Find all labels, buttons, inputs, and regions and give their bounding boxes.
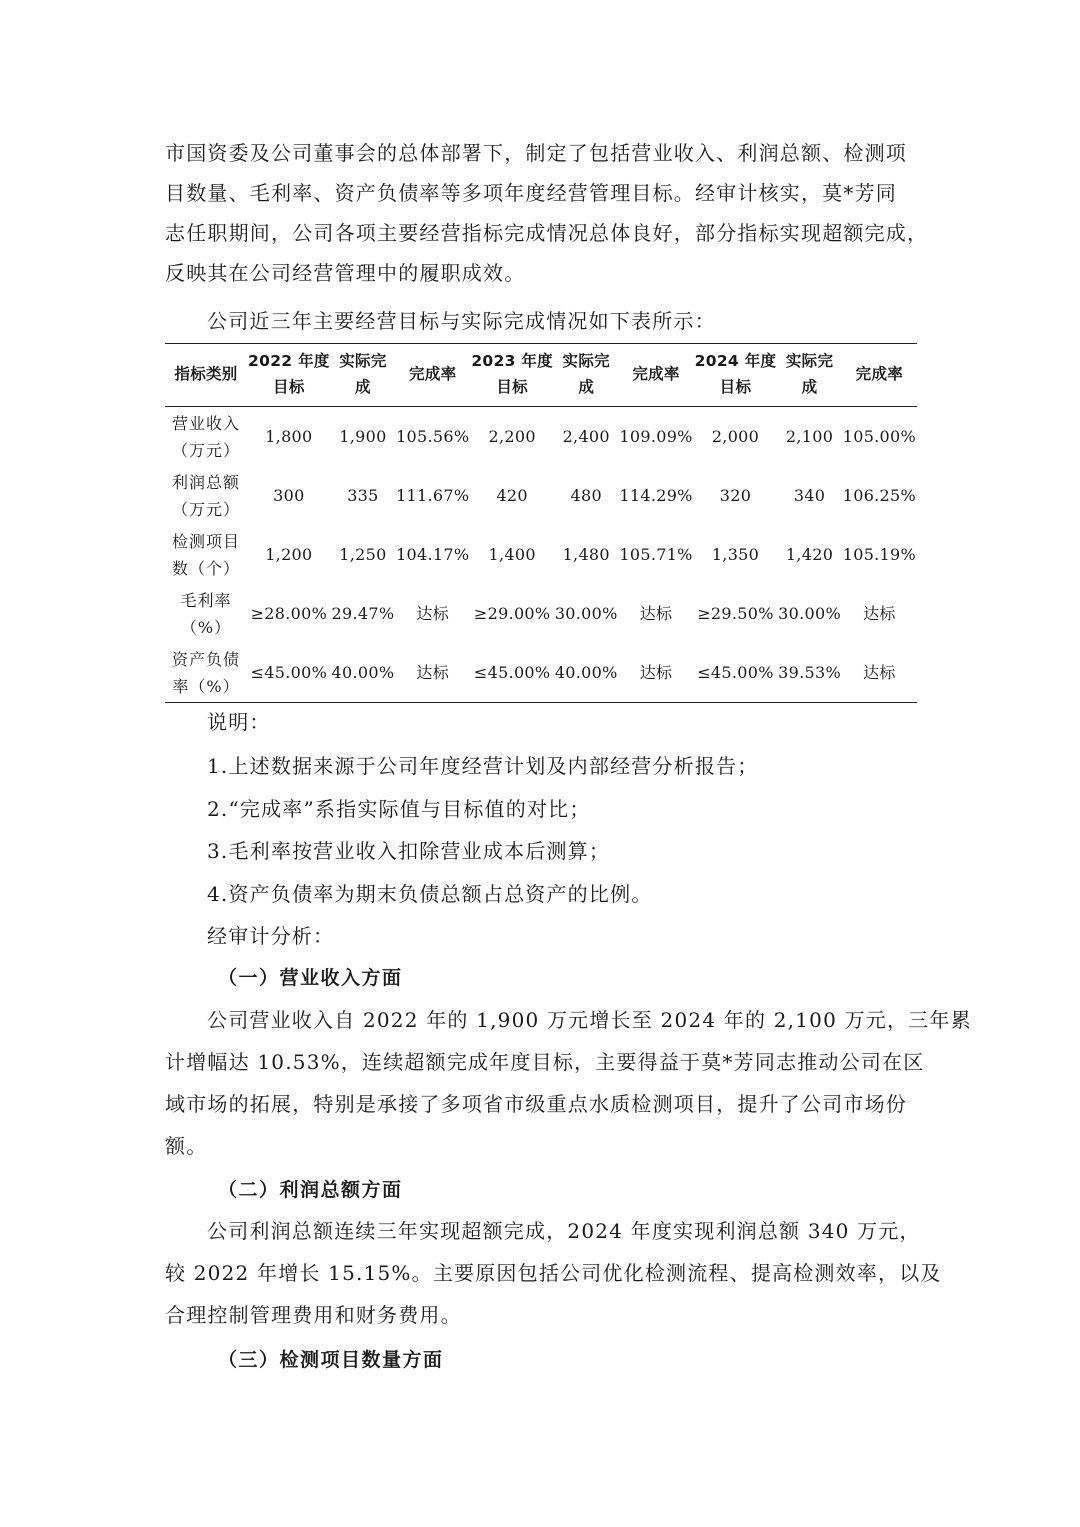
note-item: 3.毛利率按营业收入扣除营业成本后测算； <box>207 839 611 863</box>
analysis-title: 经审计分析： <box>207 924 335 948</box>
table-row <box>165 466 917 525</box>
section1-line-2: 计增幅达 10.53%，连续超额完成年度目标，主要得益于莫*芳同志推动公司在区 <box>165 1050 925 1074</box>
intro-line-4: 反映其在公司经营管理中的履职成效。 <box>165 261 526 285</box>
table-cell: ≥28.00% <box>250 604 328 623</box>
section1-line-4: 额。 <box>165 1134 208 1158</box>
table-cell: 2,100 <box>785 427 834 446</box>
note-item: 2.“完成率”系指实际值与目标值的对比； <box>207 797 591 821</box>
table-cell: 111.67% <box>396 486 470 505</box>
table-cell: 1,200 <box>265 545 313 564</box>
table-row <box>165 584 917 643</box>
table-cell: 达标 <box>416 663 450 682</box>
table-row <box>165 643 917 703</box>
table-cell: 30.00% <box>778 604 841 623</box>
table-cell: 1,400 <box>488 545 536 564</box>
header-2022-rate: 完成率 <box>409 365 457 383</box>
table-cell: 1,250 <box>339 545 387 564</box>
notes-title: 说明： <box>207 710 271 734</box>
table-cell: 39.53% <box>778 663 841 682</box>
table-cell: 420 <box>496 486 528 505</box>
table-cell: 1,420 <box>785 545 834 564</box>
intro-line-2: 目数量、毛利率、资产负债率等多项年度经营管理目标。经审计核实，莫*芳同 <box>165 181 897 205</box>
header-2023-target: 2023 年度 目标 <box>471 352 553 396</box>
table-cell: ≥29.50% <box>697 604 774 623</box>
table-cell: 40.00% <box>331 663 395 682</box>
row-category: 利润总额 （万元） <box>171 472 240 519</box>
table-cell: ≤45.00% <box>250 663 328 682</box>
table-cell: 105.56% <box>396 427 470 446</box>
table-cell: 1,800 <box>265 427 313 446</box>
table-header-row <box>165 344 917 407</box>
intro-line-1: 市国资委及公司董事会的总体部署下，制定了包括营业收入、利润总额、检测项 <box>165 141 907 165</box>
section-heading-profit: （二）利润总额方面 <box>218 1179 403 1201</box>
section-heading-revenue: （一）营业收入方面 <box>218 967 403 989</box>
note-item: 4.资产负债率为期末负债总额占总资产的比例。 <box>207 882 653 906</box>
row-category: 营业收入 （万元） <box>171 413 240 460</box>
table-cell: 105.00% <box>842 427 917 446</box>
table-cell: 335 <box>347 486 379 505</box>
table-cell: ≥29.00% <box>473 604 551 623</box>
table-cell: 2,200 <box>488 427 536 446</box>
table-cell: 达标 <box>639 663 673 682</box>
table-row <box>165 525 917 584</box>
table-cell: 106.25% <box>842 486 917 505</box>
row-category: 检测项目 数（个） <box>171 531 240 578</box>
table-cell: 105.71% <box>619 545 693 564</box>
table-cell: 达标 <box>863 663 896 682</box>
table-cell: 达标 <box>416 604 450 623</box>
kpi-table <box>165 343 917 703</box>
header-2023-rate: 完成率 <box>632 365 680 383</box>
intro-line-3: 志任职期间，公司各项主要经营指标完成情况总体良好，部分指标实现超额完成， <box>165 221 929 245</box>
table-cell: 114.29% <box>619 486 693 505</box>
header-2022-actual: 实际完 成 <box>339 352 387 396</box>
section1-line-3: 域市场的拓展，特别是承接了多项省市级重点水质检测项目，提升了公司市场份 <box>165 1092 907 1116</box>
table-cell: 340 <box>793 486 826 505</box>
section1-line-1: 公司营业收入自 2022 年的 1,900 万元增长至 2024 年的 2,100 万元，三年累 <box>207 1008 972 1032</box>
table-cell: ≤45.00% <box>697 663 774 682</box>
table-cell: 1,480 <box>562 545 610 564</box>
table-row <box>165 407 917 467</box>
table-cell: 105.19% <box>842 545 917 564</box>
header-2024-actual: 实际完 成 <box>785 352 834 396</box>
table-cell: 2,400 <box>562 427 610 446</box>
table-cell: 320 <box>719 486 752 505</box>
header-2022-target: 2022 年度 目标 <box>248 352 330 396</box>
table-cell: ≤45.00% <box>473 663 551 682</box>
table-cell: 达标 <box>639 604 673 623</box>
table-cell: 1,350 <box>711 545 760 564</box>
row-category: 毛利率 （%） <box>180 590 232 637</box>
table-cell: 40.00% <box>554 663 618 682</box>
table-cell: 29.47% <box>331 604 395 623</box>
table-cell: 达标 <box>863 604 896 623</box>
table-cell: 30.00% <box>554 604 618 623</box>
row-category: 资产负债 率（%） <box>171 649 240 696</box>
section-heading-test-items: （三）检测项目数量方面 <box>218 1349 444 1371</box>
table-cell: 2,000 <box>711 427 760 446</box>
header-category: 指标类别 <box>174 365 238 383</box>
table-cell: 104.17% <box>396 545 470 564</box>
table-cell: 1,900 <box>339 427 387 446</box>
table-cell: 480 <box>570 486 602 505</box>
table-cell: 300 <box>273 486 305 505</box>
table-cell: 109.09% <box>619 427 693 446</box>
header-2023-actual: 实际完 成 <box>562 352 610 396</box>
section2-line-1: 公司利润总额连续三年实现超额完成，2024 年度实现利润总额 340 万元， <box>207 1219 921 1243</box>
header-2024-target: 2024 年度 目标 <box>694 352 777 396</box>
section2-line-2: 较 2022 年增长 15.15%。主要原因包括公司优化检测流程、提高检测效率，以及 <box>165 1261 942 1285</box>
table-intro: 公司近三年主要经营目标与实际完成情况如下表所示： <box>207 309 716 333</box>
section2-line-3: 合理控制管理费用和财务费用。 <box>165 1303 462 1327</box>
note-item: 1.上述数据来源于公司年度经营计划及内部经营分析报告； <box>207 754 759 778</box>
header-2024-rate: 完成率 <box>855 365 904 383</box>
